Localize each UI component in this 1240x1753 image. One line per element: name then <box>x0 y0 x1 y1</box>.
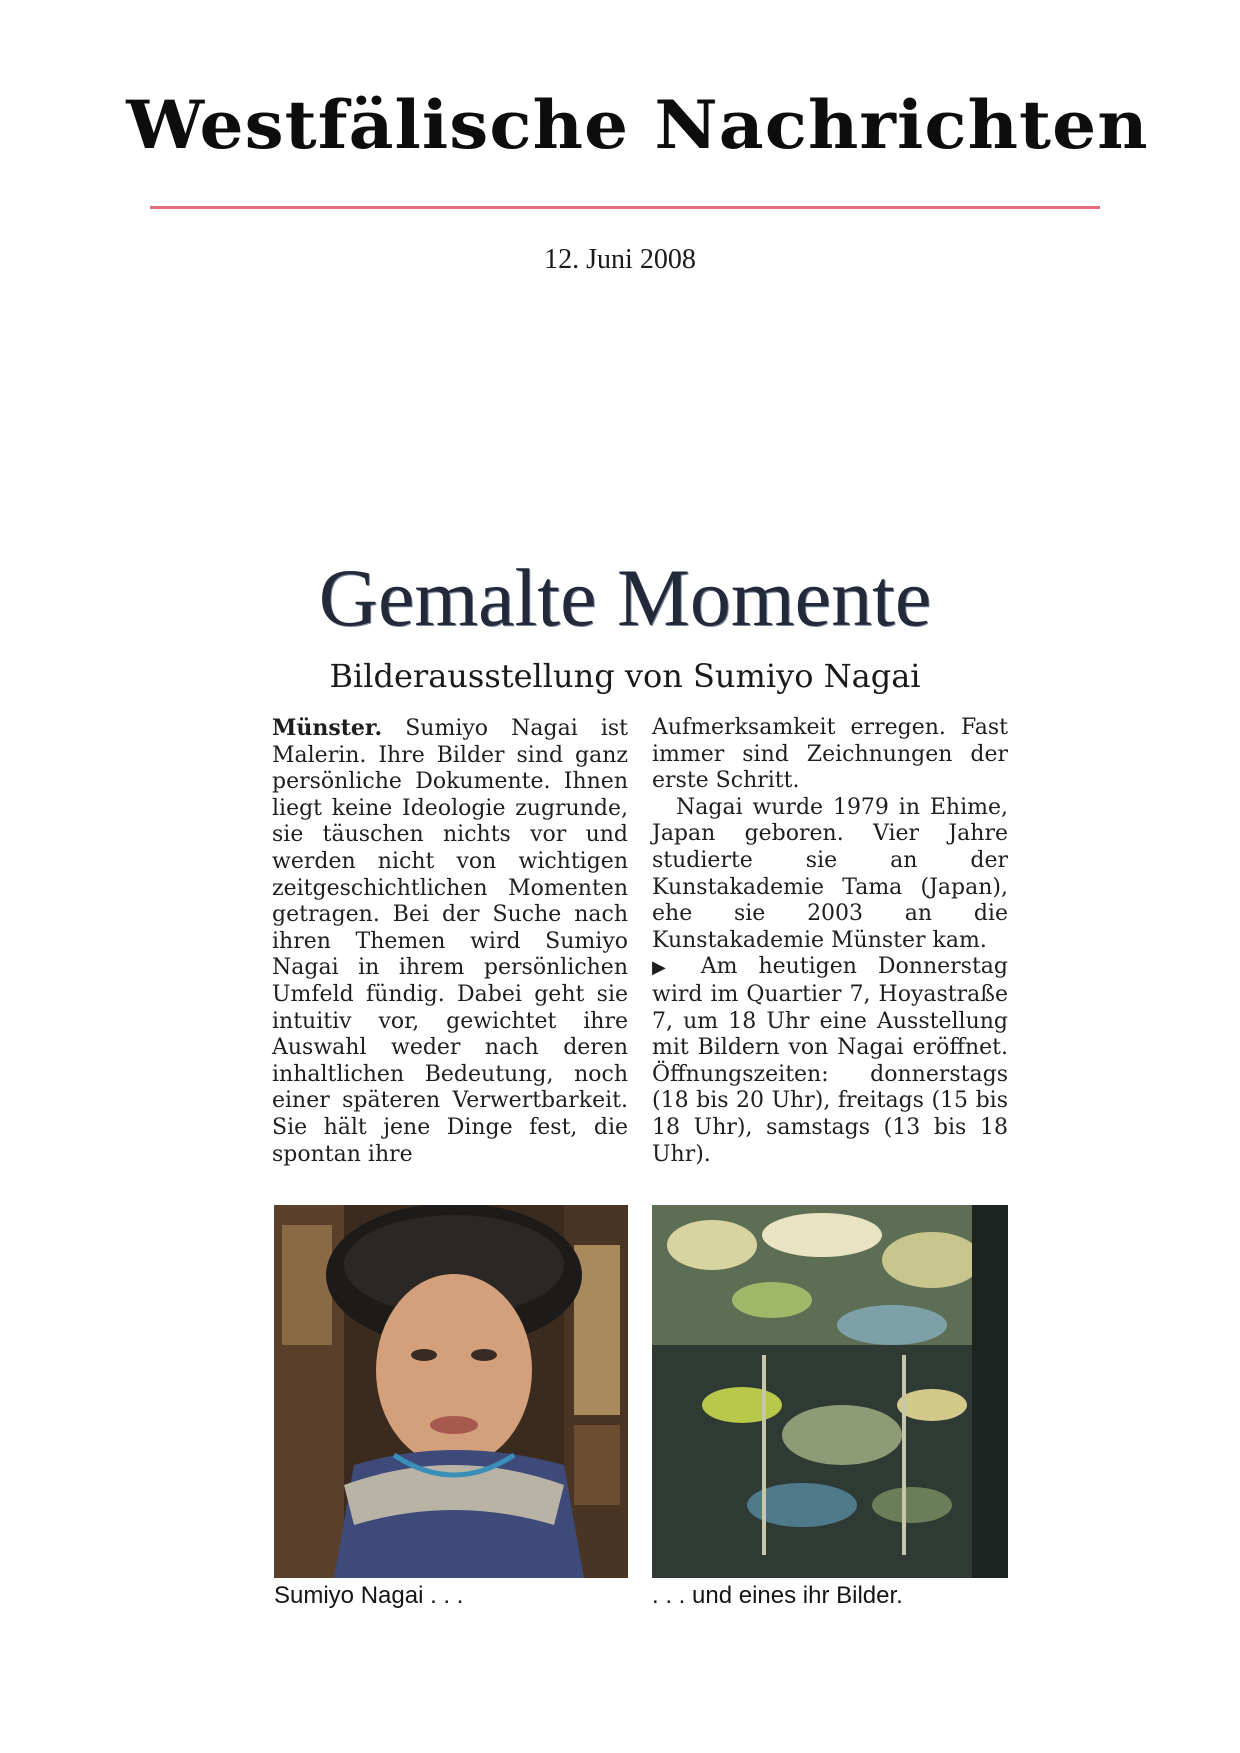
paragraph-text: Am heutigen Donnerstag wird im Quartier 7, Hoyastraße 7, um 18 Uhr eine Ausstellung mit Bildern von Nagai eröffnet. Öffnungszeiten: donnerstags (18 bis 20 Uhr), freitags (15 bis 18 Uhr), samstags (13 bis 18 Uhr). <box>652 954 1008 1167</box>
artist-portrait-photo <box>274 1205 628 1578</box>
article-headline: Gemalte Momente <box>318 552 932 643</box>
article-column-right <box>652 715 1008 1168</box>
photo-caption-right: . . . und eines ihr Bilder. <box>652 1582 903 1609</box>
artwork-photo <box>652 1205 1008 1578</box>
paragraph-text: Nagai wurde 1979 in Ehime, Japan geboren. Vier Jahre studierte sie an der Kunstakademie Tama (Japan), ehe sie 2003 an die Kunstakademie Münster kam. <box>652 794 1008 953</box>
masthead <box>126 60 1149 190</box>
article-paragraph <box>652 715 1008 795</box>
info-arrow-icon: ▶ <box>652 957 680 979</box>
paragraph-text: Aufmerksamkeit erregen. Fast immer sind Zeichnungen der erste Schritt. <box>652 715 1008 794</box>
artwork-illustration <box>652 1205 1008 1578</box>
masthead-rule <box>150 206 1100 209</box>
publication-date: 12. Juni 2008 <box>544 244 696 275</box>
article-paragraph <box>652 954 1008 1168</box>
photo-caption-left: Sumiyo Nagai . . . <box>274 1582 464 1609</box>
masthead-title: Westfälische Nachrichten <box>126 86 1149 164</box>
article-paragraph <box>272 715 628 1168</box>
dateline: Münster. <box>272 715 383 741</box>
article-column-left <box>272 715 628 1168</box>
paragraph-text: Sumiyo Nagai ist Malerin. Ihre Bilder sind ganz persönliche Dokumente. Ihnen liegt keine Ideologie zugrunde, sie täuschen nichts vor und werden nicht von wichtigen zeitgeschichtlichen Momenten getragen. Bei der Suche nach ihren Themen wird Sumiyo Nagai in ihrem persönlichen Umfeld fündig. Dabei geht sie intuitiv vor, gewichtet ihre Auswahl weder nach deren inhaltlichen Bedeutung, noch einer späteren Verwertbarkeit. Sie hält jene Dinge fest, die spontan ihre <box>272 716 628 1167</box>
article-subheadline: Bilderausstellung von Sumiyo Nagai <box>329 657 921 695</box>
portrait-illustration <box>274 1205 628 1578</box>
article-paragraph <box>652 795 1008 955</box>
